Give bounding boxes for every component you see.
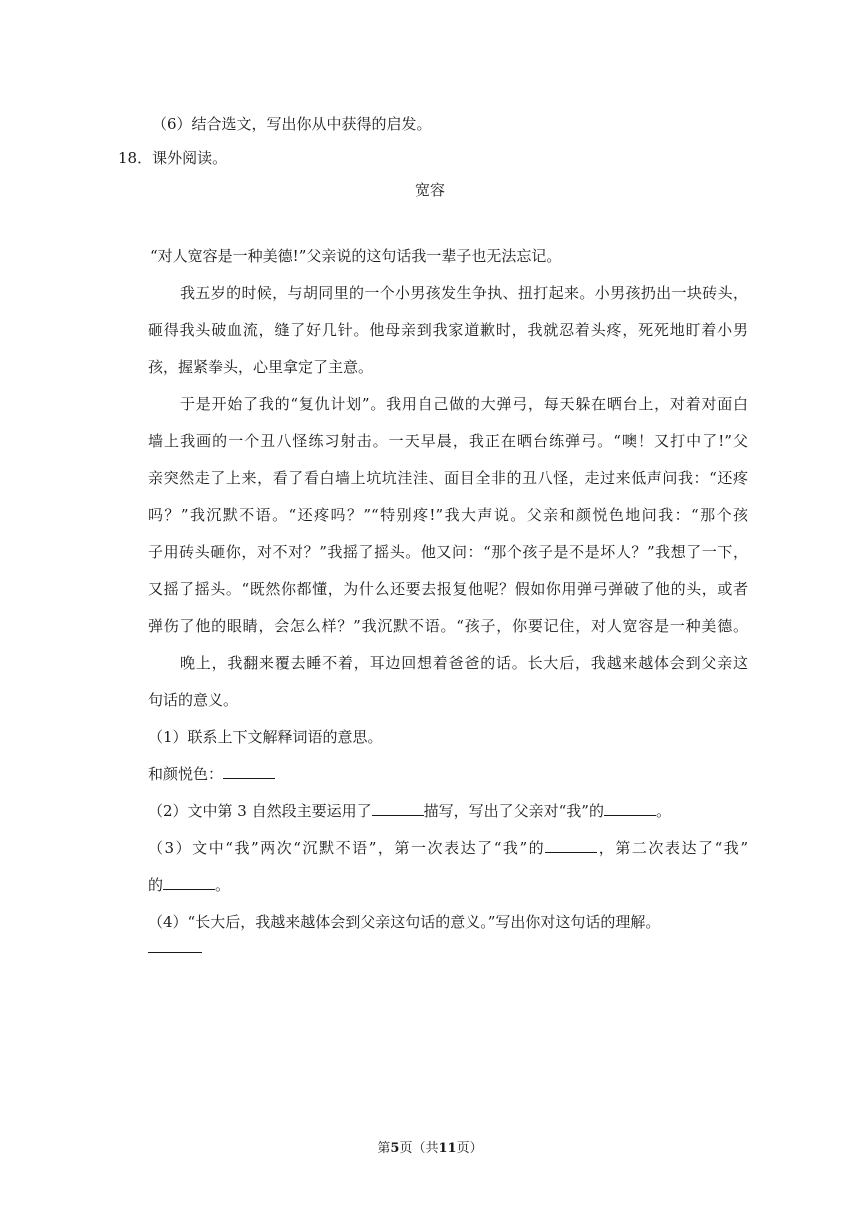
- footer-text: 页）: [456, 1141, 483, 1156]
- total-pages: 11: [438, 1141, 457, 1156]
- passage-line: 又摇了摇头。“既然你都懂，为什么还要去报复他呢？假如你用弹弓弹破了他的头，或者: [148, 580, 748, 598]
- answer-blank[interactable]: [604, 801, 656, 816]
- question-1-label: 和颜悦色：: [148, 765, 224, 783]
- page-number: 5: [390, 1141, 400, 1156]
- question-3-text: 。: [215, 876, 231, 894]
- passage-line: 于是开始了我的“复仇计划”。我用自己做的大弹弓，每天躲在晒台上，对着对面白: [180, 395, 748, 413]
- passage-line: 子用砖头砸你，对不对？”我摇了摇头。他又问：“那个孩子是不是坏人？”我想了一下，: [148, 543, 748, 561]
- answer-blank[interactable]: [163, 875, 215, 890]
- footer-text: 页（共: [399, 1141, 439, 1156]
- passage-line: 亲突然走了上来，看了看白墙上坑坑洼洼、面目全非的丑八怪，走过来低声问我：“还疼: [148, 469, 748, 487]
- passage-line: “对人宽容是一种美德!”父亲说的这句话我一辈子也无法忘记。: [150, 247, 562, 265]
- passage-line: 晚上，我翻来覆去睡不着，耳边回想着爸爸的话。长大后，我越来越体会到父亲这: [180, 654, 748, 672]
- footer-text: 第: [377, 1141, 391, 1156]
- question-1-stem: （1）联系上下文解释词语的意思。: [148, 728, 383, 746]
- passage-title: 宽容: [414, 181, 445, 199]
- question-2-text: 。: [655, 802, 671, 820]
- question-3-text: ，第二次表达了“我”: [597, 839, 749, 857]
- page-footer: [0, 1140, 860, 1158]
- question-3-continued: [148, 875, 748, 895]
- answer-blank[interactable]: [223, 764, 275, 779]
- answer-blank[interactable]: [148, 940, 202, 953]
- passage-line: 墙上我画的一个丑八怪练习射击。一天早晨，我正在晒台练弹弓。“噢！又打中了!”父: [148, 432, 748, 450]
- answer-blank[interactable]: [545, 838, 597, 853]
- question-17-item-6: （6）结合选文，写出你从中获得的启发。: [152, 115, 432, 133]
- question-2-text: （2）文中第 3 自然段主要运用了: [148, 802, 372, 820]
- passage-line: 弹伤了他的眼睛，会怎么样？”我沉默不语。“孩子，你要记住，对人宽容是一种美德。: [148, 617, 748, 635]
- passage-line: 我五岁的时候，与胡同里的一个小男孩发生争执、扭打起来。小男孩扔出一块砖头，: [180, 284, 748, 302]
- answer-blank[interactable]: [372, 801, 424, 816]
- question-18-heading: 18．课外阅读。: [118, 149, 228, 167]
- passage-line: 句话的意义。: [148, 691, 239, 709]
- passage-line: 孩，握紧拳头，心里拿定了主意。: [148, 358, 374, 376]
- question-2: [148, 801, 748, 821]
- question-1-word: [148, 764, 748, 784]
- passage-line: 吗？”我沉默不语。“还疼吗？”“特别疼!”我大声说。父亲和颜悦色地问我：“那个孩: [148, 506, 748, 524]
- question-3-text: 的: [148, 876, 164, 894]
- question-3: [148, 838, 748, 858]
- passage-line: 砸得我头破血流，缝了好几针。他母亲到我家道歉时，我就忍着头疼，死死地盯着小男: [148, 321, 748, 339]
- question-2-text: 描写，写出了父亲对“我”的: [423, 802, 604, 820]
- question-3-text: （3）文中“我”两次“沉默不语”，第一次表达了“我”的: [148, 839, 546, 857]
- question-4-stem: （4）“长大后，我越来越体会到父亲这句话的意义。”写出你对这句话的理解。: [148, 913, 661, 931]
